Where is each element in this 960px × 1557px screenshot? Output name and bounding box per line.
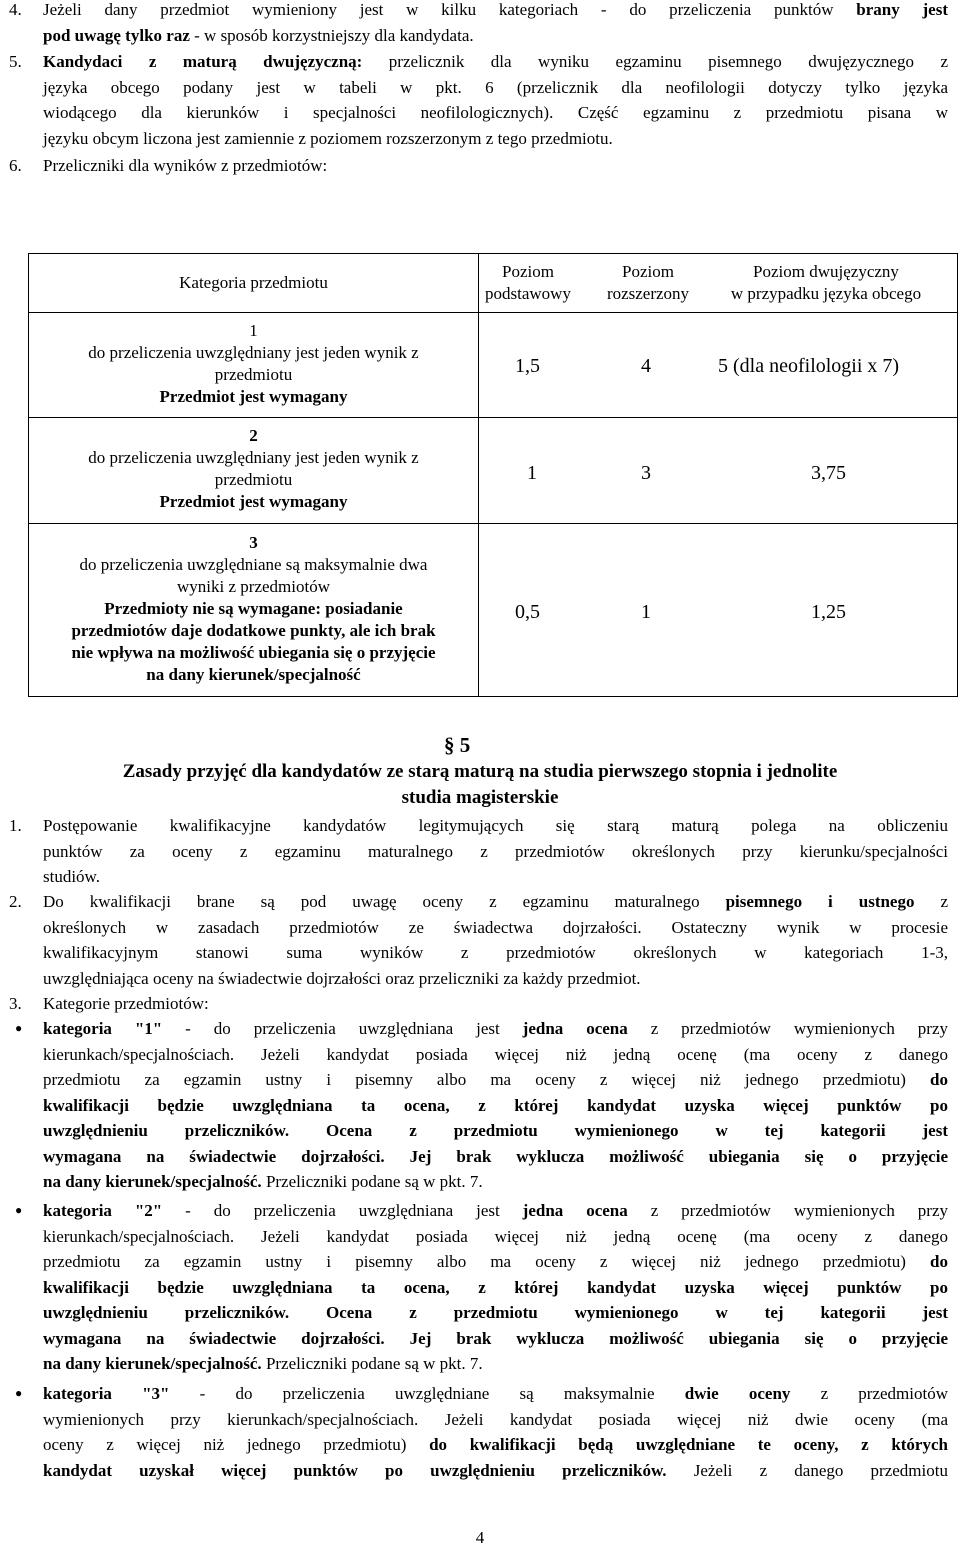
section-title (0, 759, 960, 811)
header-line: rozszerzony (606, 284, 690, 303)
section-title-line: Zasady przyjęć dla kandydatów ze starą maturą na studia pierwszego stopnia i jednolite (122, 761, 838, 782)
text-line: wymagana na świadectwie dojrzałości. Jej brak wyklucza możliwość ubiegania się o przyjęcie (43, 1328, 948, 1348)
text-line: pod uwagę tylko raz - w sposób korzystniejszy dla kandydata. (43, 25, 474, 45)
value-basic: 0,5 (515, 601, 540, 623)
text-line: przedmiotu za egzamin ustny i pisemny albo ma oceny z więcej niż jednego przedmiotu) do (43, 1070, 948, 1089)
value-extended: 4 (641, 355, 651, 377)
item-text (43, 813, 948, 890)
bullet-icon: ● (15, 1021, 23, 1035)
table-row-category (29, 320, 478, 408)
item-text (43, 991, 948, 1017)
text-line: Przeliczniki dla wyników z przedmiotów: (43, 156, 328, 175)
text-line: kierunkach/specjalnościach. Jeżeli kandydat posiada więcej niż jedną ocenę (ma oceny z danego (43, 1044, 948, 1064)
value-extended: 3 (641, 462, 651, 484)
text-line: oceny z więcej niż jednego przedmiotu) do kwalifikacji będą uwzględniane te oceny, z których (43, 1435, 948, 1454)
header-extended (583, 261, 713, 305)
text-line: Kandydaci z maturą dwujęzyczną: przelicznik dla wyniku egzaminu pisemnego dwujęzycznego z (43, 52, 948, 71)
value-basic: 1 (527, 462, 537, 484)
header-line: Poziom (622, 262, 674, 281)
text-line: Do kwalifikacji brane są pod uwagę oceny z egzaminu maturalnego pisemnego i ustnego z (43, 892, 948, 911)
table-divider (29, 417, 957, 418)
cell-line: przedmiotu (214, 365, 293, 384)
text-line: wiodącego dla kierunków i specjalności neofilologicznych). Część egzaminu z przedmiotu pisana w (43, 103, 948, 122)
cell-line: do przeliczenia uwzględniany jest jeden wynik z (88, 448, 419, 467)
cell-line: Przedmiot jest wymagany (159, 387, 348, 406)
text-line: punktów za oceny z egzaminu maturalnego z przedmiotów określonych przy kierunku/specjalności (43, 841, 948, 861)
header-bilingual (695, 261, 957, 305)
text-line: wymagana na świadectwie dojrzałości. Jej brak wyklucza możliwość ubiegania się o przyjęcie (43, 1146, 948, 1166)
item-text (43, 889, 948, 991)
text-line: Jeżeli dany przedmiot wymieniony jest w kilku kategoriach - do przeliczenia punktów brany jest (43, 0, 948, 19)
text-line: kategoria "3" - do przeliczenia uwzględniane są maksymalnie dwie oceny z przedmiotów (43, 1384, 948, 1403)
cell-line: przedmiotu (214, 470, 293, 489)
value-extended: 1 (641, 601, 651, 623)
item-number: 6. (9, 156, 22, 175)
cell-line: Przedmioty nie są wymagane: posiadanie (104, 599, 403, 618)
cell-line: Przedmiot jest wymagany (159, 492, 348, 511)
cell-line: na dany kierunek/specjalność (146, 665, 361, 684)
item-number: 1. (9, 816, 22, 835)
table-divider (478, 254, 479, 696)
text-line: określonych w zasadach przedmiotów ze świadectwa dojrzałości. Ostateczny wynik w procesie (43, 917, 948, 937)
cell-line: 1 (249, 321, 258, 340)
text-line: studiów. (43, 867, 100, 886)
text-line: uwzględnieniu przeliczników. Ocena z przedmiotu wymienionego w tej kategorii jest (43, 1303, 948, 1322)
text-line: kandydat uzyskał więcej punktów po uwzględnieniu przeliczników. Jeżeli z danego przedmiotu (43, 1460, 948, 1480)
item-number: 3. (9, 994, 22, 1013)
text-line: kategoria "2" - do przeliczenia uwzględniana jest jedna ocena z przedmiotów wymienionych przy (43, 1201, 948, 1220)
bullet-text (43, 1198, 948, 1377)
text-line: Kategorie przedmiotów: (43, 994, 209, 1013)
cell-line: nie wpływa na możliwość ubiegania się o przyjęcie (71, 643, 436, 662)
text-line: kategoria "1" - do przeliczenia uwzględniana jest jedna ocena z przedmiotów wymienionych przy (43, 1019, 948, 1038)
text-line: kwalifikacji będzie uwzględniana ta ocena, z której kandydat uzyska więcej punktów po (43, 1277, 948, 1297)
text-line: wymienionych przy kierunkach/specjalnościach. Jeżeli kandydat posiada więcej niż dwie oceny (ma (43, 1409, 948, 1429)
text-line: kierunkach/specjalnościach. Jeżeli kandydat posiada więcej niż jedną ocenę (ma oceny z danego (43, 1226, 948, 1246)
bullet-icon: ● (15, 1203, 23, 1217)
cell-line: 2 (249, 426, 258, 445)
header-line: podstawowy (485, 284, 571, 303)
value-bilingual: 1,25 (811, 601, 846, 623)
section-symbol: § (444, 733, 455, 757)
table-divider (29, 312, 957, 313)
table-divider (29, 523, 957, 524)
item-number: 4. (9, 0, 22, 19)
bullet-text (43, 1381, 948, 1483)
item-text (43, 49, 948, 151)
page-number: 4 (475, 1528, 485, 1547)
bullet-text (43, 1016, 948, 1195)
cell-line: do przeliczenia uwzględniane są maksymalnie dwa (79, 555, 428, 574)
value-bilingual: 3,75 (811, 462, 846, 484)
text-line: języku obcym liczona jest zamiennie z poziomem rozszerzonym z tego przedmiotu. (43, 128, 613, 148)
text-line: języka obcego podany jest w tabeli w pkt. 6 (przelicznik dla neofilologii dotyczy tylko języka (43, 77, 948, 97)
cell-line: do przeliczenia uwzględniany jest jeden wynik z (88, 343, 419, 362)
header-line: w przypadku języka obcego (730, 284, 922, 303)
header-line: Poziom dwujęzyczny (753, 262, 899, 281)
text-line: uwzględniająca oceny na świadectwie dojrzałości oraz przeliczniki za każdy przedmiot. (43, 968, 641, 988)
bullet-icon: ● (15, 1386, 23, 1400)
cell-line: 3 (249, 533, 258, 552)
header-basic (463, 261, 593, 305)
text-line: na dany kierunek/specjalność. Przeliczniki podane są w pkt. 7. (43, 1354, 483, 1373)
text-line: kwalifikacji będzie uwzględniana ta ocena, z której kandydat uzyska więcej punktów po (43, 1095, 948, 1115)
table-row-category (29, 425, 478, 513)
item-text (43, 0, 948, 48)
cell-line: przedmiotów daje dodatkowe punkty, ale ich brak (71, 621, 436, 640)
text-line: kwalifikacyjnym stanowi suma wyników z przedmiotów określonych w kategoriach 1-3, (43, 943, 948, 962)
text-line: uwzględnieniu przeliczników. Ocena z przedmiotu wymienionego w tej kategorii jest (43, 1121, 948, 1140)
item-number: 5. (9, 52, 22, 71)
text-line: Postępowanie kwalifikacyjne kandydatów legitymujących się starą maturą polega na obliczeniu (43, 816, 948, 835)
cell-line: wyniki z przedmiotów (177, 577, 330, 596)
item-text (43, 153, 948, 179)
conversion-table (28, 253, 958, 697)
section-title-line: studia magisterskie (401, 787, 559, 808)
section-number (444, 731, 470, 759)
header-line: Poziom (502, 262, 554, 281)
table-row-category (29, 532, 478, 686)
section-number-value: 5 (459, 733, 471, 757)
text-line: przedmiotu za egzamin ustny i pisemny albo ma oceny z więcej niż jednego przedmiotu) do (43, 1252, 948, 1271)
value-basic: 1,5 (515, 355, 540, 377)
text-line: na dany kierunek/specjalność. Przeliczniki podane są w pkt. 7. (43, 1172, 483, 1191)
item-number: 2. (9, 892, 22, 911)
header-category: Kategoria przedmiotu (179, 273, 328, 292)
value-bilingual: 5 (dla neofilologii x 7) (718, 355, 900, 377)
